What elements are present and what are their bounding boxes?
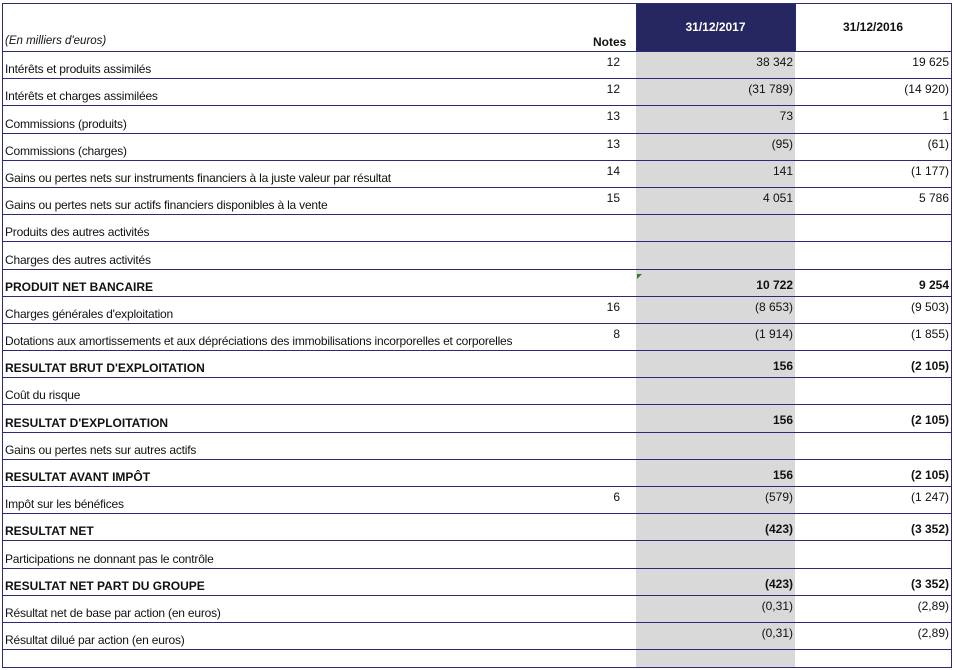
- row-value-2016: (9 503): [910, 299, 949, 314]
- row-label: RESULTAT NET PART DU GROUPE: [5, 578, 205, 593]
- row-value-2016: (2 105): [910, 413, 949, 428]
- table-row: [3, 79, 951, 106]
- table-row: [3, 351, 951, 378]
- row-value-2017: 38 342: [756, 55, 793, 69]
- row-label: Charges des autres activités: [5, 252, 151, 267]
- row-value-2017: 141: [772, 163, 793, 178]
- row-label: Coût du risque: [5, 388, 81, 403]
- row-label: Gains ou pertes nets sur actifs financiers disponibles à la vente: [5, 198, 328, 213]
- table-row: [3, 161, 951, 188]
- column-header-2016: 31/12/2016: [842, 20, 904, 34]
- row-value-2016: (2 105): [910, 467, 949, 482]
- table-row: [3, 405, 951, 432]
- row-label: PRODUIT NET BANCAIRE: [5, 279, 154, 294]
- row-value-2017: (0,31): [761, 625, 793, 640]
- table-row: [3, 324, 951, 351]
- row-label: Intérêts et produits assimilés: [5, 62, 152, 77]
- table-row: [3, 541, 951, 568]
- row-value-2016: (3 352): [910, 522, 949, 537]
- row-label: RESULTAT D'EXPLOITATION: [5, 415, 169, 430]
- row-value-2016: (1 855): [910, 326, 949, 341]
- row-value-2017: (579): [764, 490, 793, 504]
- cell-comment-marker: [637, 274, 642, 279]
- row-value-2016: (14 920): [904, 82, 949, 97]
- row-value-2017: (8 653): [754, 299, 793, 314]
- row-value-2017: 73: [779, 109, 793, 124]
- table-row: [3, 52, 951, 79]
- income-statement-table: [2, 3, 952, 668]
- row-label: RESULTAT NET: [5, 524, 94, 539]
- row-value-2017: (0,31): [761, 598, 793, 613]
- row-value-2016: (2,89): [917, 625, 949, 640]
- row-value-2016: (61): [927, 136, 949, 151]
- column-divider-middle: [795, 4, 796, 51]
- row-label: Résultat dilué par action (en euros): [5, 633, 185, 648]
- row-note: 6: [613, 490, 620, 504]
- table-row: [3, 188, 951, 215]
- row-value-2016: 1: [942, 109, 949, 124]
- row-value-2016: (3 352): [910, 576, 949, 591]
- row-note: 12: [606, 82, 620, 97]
- row-label: Résultat net de base par action (en euros): [5, 605, 221, 620]
- row-value-2017: (423): [764, 522, 793, 537]
- notes-header: Notes: [593, 35, 627, 49]
- row-value-2016: 5 786: [918, 190, 949, 205]
- row-value-2017: 156: [772, 413, 793, 428]
- table-row: [3, 596, 951, 623]
- table-row: [3, 106, 951, 133]
- row-value-2017: (95): [771, 136, 793, 151]
- table-row: [3, 460, 951, 487]
- row-value-2017: 156: [772, 467, 793, 482]
- table-row: [3, 378, 951, 405]
- row-value-2016: 19 625: [912, 55, 949, 69]
- row-label: Produits des autres activités: [5, 225, 150, 240]
- row-value-2016: 9 254: [918, 277, 949, 292]
- row-value-2017: 156: [772, 359, 793, 374]
- table-row: [3, 134, 951, 161]
- table-row: [3, 215, 951, 242]
- table-body: [3, 52, 951, 650]
- column-header-2017: 31/12/2017: [636, 4, 795, 51]
- table-row: [3, 487, 951, 514]
- row-label: Gains ou pertes nets sur instruments financiers à la juste valeur par résultat: [5, 170, 391, 185]
- row-value-2017: (1 914): [754, 326, 793, 341]
- row-note: 15: [606, 190, 620, 205]
- row-note: 12: [606, 55, 620, 69]
- table-row: [3, 242, 951, 269]
- row-value-2016: (2 105): [910, 359, 949, 374]
- row-label: Participations ne donnant pas le contrôle: [5, 551, 214, 566]
- unit-label: (En milliers d'euros): [5, 35, 107, 47]
- row-value-2017: (423): [764, 576, 793, 591]
- row-note: 16: [606, 299, 620, 314]
- row-value-2017: 10 722: [756, 277, 793, 292]
- row-value-2017: 4 051: [762, 190, 793, 205]
- row-label: Gains ou pertes nets sur autres actifs: [5, 442, 197, 457]
- table-row: [3, 297, 951, 324]
- row-value-2016: (2,89): [917, 598, 949, 613]
- row-label: Impôt sur les bénéfices: [5, 497, 124, 512]
- row-label: Intérêts et charges assimilées: [5, 89, 158, 104]
- row-note: 14: [606, 163, 620, 178]
- row-label: Charges générales d'exploitation: [5, 306, 174, 321]
- table-row: [3, 433, 951, 460]
- row-value-2016: (1 247): [910, 490, 949, 504]
- table-row: [3, 623, 951, 650]
- row-label: RESULTAT BRUT D'EXPLOITATION: [5, 361, 205, 376]
- row-value-2016: (1 177): [910, 163, 949, 178]
- row-note: 13: [606, 136, 620, 151]
- row-value-2017: (31 789): [748, 82, 793, 97]
- table-row: [3, 569, 951, 596]
- row-note: 13: [606, 109, 620, 124]
- row-label: Dotations aux amortissements et aux dépréciations des immobilisations incorporelles et corporelles: [5, 334, 513, 349]
- table-row: [3, 270, 951, 297]
- row-label: Commissions (charges): [5, 143, 127, 158]
- row-label: Commissions (produits): [5, 116, 127, 131]
- table-row: [3, 514, 951, 541]
- column-divider-left: [636, 4, 637, 51]
- row-note: 8: [613, 326, 620, 341]
- row-label: RESULTAT AVANT IMPÔT: [5, 470, 151, 484]
